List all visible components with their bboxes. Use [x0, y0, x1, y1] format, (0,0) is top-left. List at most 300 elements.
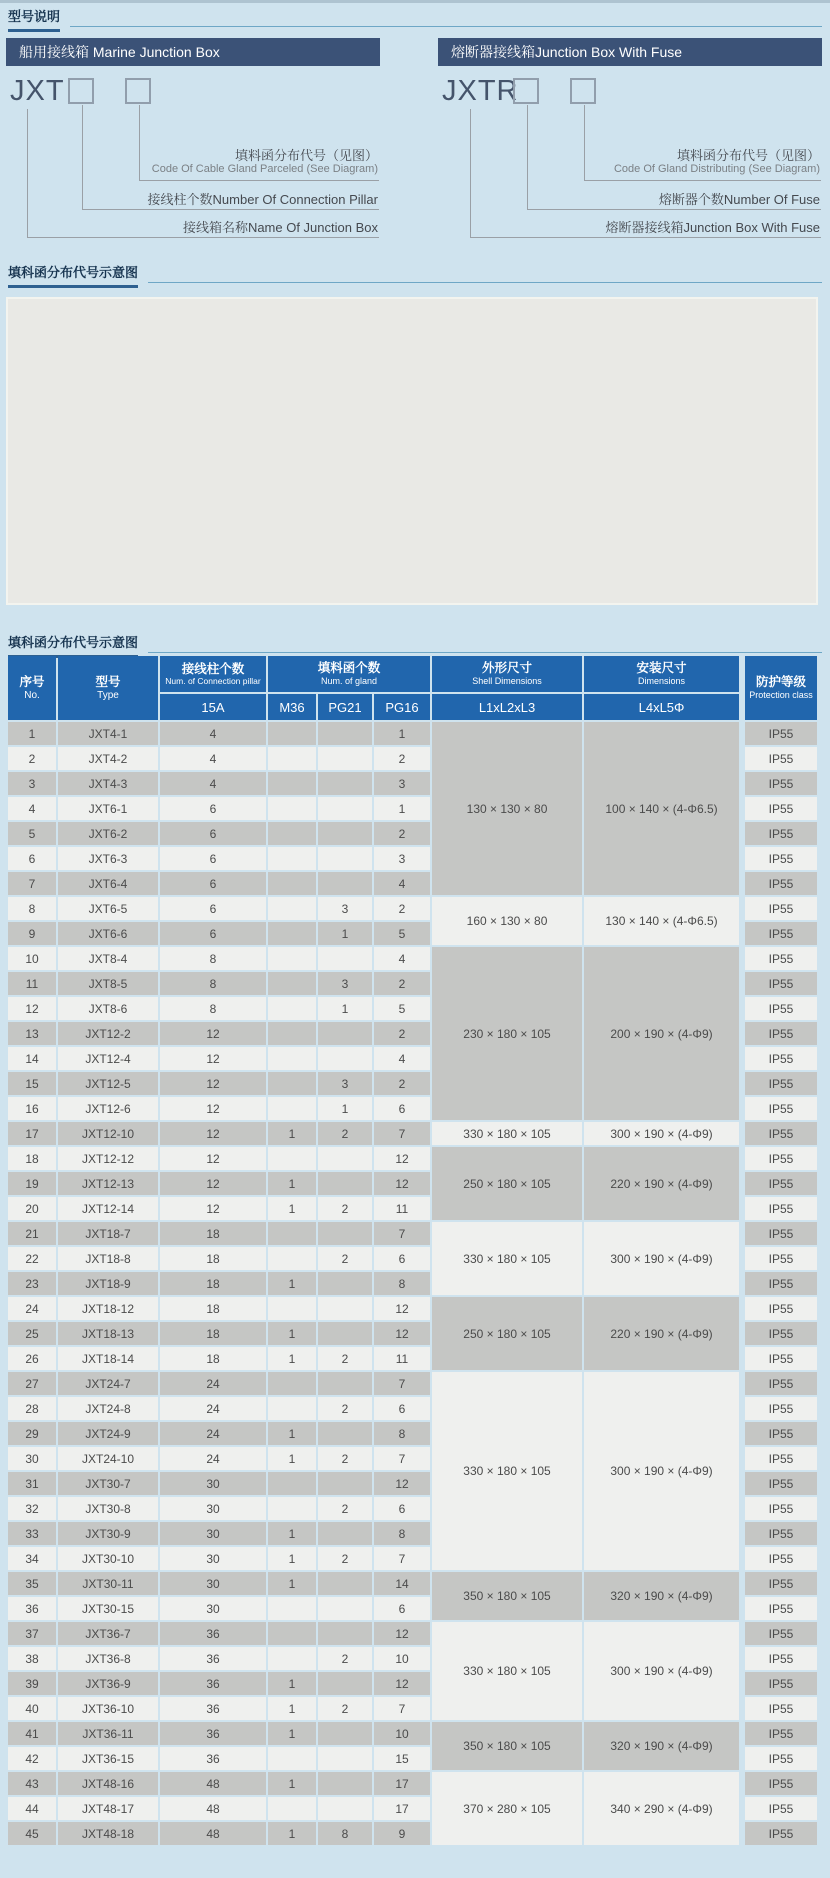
column-gap — [741, 897, 743, 920]
cell-15a: 8 — [160, 997, 266, 1020]
cell-15a: 12 — [160, 1097, 266, 1120]
cell-m36 — [268, 1647, 316, 1670]
cell-no: 18 — [8, 1147, 56, 1170]
cell-pg21 — [318, 1597, 372, 1620]
cell-m36 — [268, 1622, 316, 1645]
cell-m36 — [268, 1072, 316, 1095]
column-gap — [741, 1422, 743, 1445]
cell-protection: IP55 — [745, 1147, 817, 1170]
cell-m36 — [268, 1222, 316, 1245]
column-gap — [741, 1747, 743, 1770]
cell-pg16: 4 — [374, 872, 430, 895]
cell-15a: 30 — [160, 1497, 266, 1520]
col-header-pillar-en: Num. of Connection pillar — [165, 675, 261, 686]
cell-pg21: 3 — [318, 897, 372, 920]
cell-protection: IP55 — [745, 1322, 817, 1345]
cell-type: JXT30-11 — [58, 1572, 158, 1595]
cell-pg21 — [318, 1172, 372, 1195]
cell-pg21: 2 — [318, 1547, 372, 1570]
column-gap — [741, 656, 743, 720]
cell-pg16: 7 — [374, 1222, 430, 1245]
cell-m36 — [268, 997, 316, 1020]
cell-no: 15 — [8, 1072, 56, 1095]
cell-type: JXT36-10 — [58, 1697, 158, 1720]
cell-type: JXT6-5 — [58, 897, 158, 920]
cell-type: JXT12-12 — [58, 1147, 158, 1170]
cell-protection: IP55 — [745, 1072, 817, 1095]
cell-m36: 1 — [268, 1322, 316, 1345]
cell-mount-dimensions: 300 × 190 × (4-Φ9) — [584, 1372, 739, 1570]
cell-no: 17 — [8, 1122, 56, 1145]
column-gap — [741, 1097, 743, 1120]
cell-15a: 6 — [160, 797, 266, 820]
cell-m36 — [268, 722, 316, 745]
cell-type: JXT30-8 — [58, 1497, 158, 1520]
spec-table-wrap — [6, 654, 819, 1847]
col-header-gland — [268, 656, 430, 692]
cell-m36 — [268, 1797, 316, 1820]
column-gap — [741, 1397, 743, 1420]
column-gap — [741, 1122, 743, 1145]
cell-pg21 — [318, 1572, 372, 1595]
cell-m36 — [268, 1597, 316, 1620]
col-header-gland-zh: 填料函个数 — [317, 661, 381, 676]
cell-m36: 1 — [268, 1547, 316, 1570]
cell-no: 22 — [8, 1247, 56, 1270]
cell-mount-dimensions: 100 × 140 × (4-Φ6.5) — [584, 722, 739, 895]
cell-pg21: 2 — [318, 1197, 372, 1220]
cell-m36 — [268, 822, 316, 845]
cell-type: JXT12-6 — [58, 1097, 158, 1120]
cell-mount-dimensions: 200 × 190 × (4-Φ9) — [584, 947, 739, 1120]
cell-no: 5 — [8, 822, 56, 845]
col-header-protection-en: Protection class — [749, 690, 813, 701]
cell-m36 — [268, 1047, 316, 1070]
column-gap — [741, 1772, 743, 1795]
cell-protection: IP55 — [745, 1122, 817, 1145]
cell-15a: 18 — [160, 1272, 266, 1295]
cell-15a: 36 — [160, 1622, 266, 1645]
col-header-gland-en: Num. of gland — [320, 676, 378, 687]
cell-type: JXT8-5 — [58, 972, 158, 995]
cell-shell-dimensions: 130 × 130 × 80 — [432, 722, 582, 895]
cell-15a: 6 — [160, 872, 266, 895]
cell-protection: IP55 — [745, 1097, 817, 1120]
column-gap — [741, 1247, 743, 1270]
cell-type: JXT8-4 — [58, 947, 158, 970]
cell-protection: IP55 — [745, 947, 817, 970]
column-gap — [741, 1547, 743, 1570]
cell-protection: IP55 — [745, 897, 817, 920]
marine-banner: 船用接线箱 Marine Junction Box — [6, 38, 380, 66]
cell-pg21: 2 — [318, 1247, 372, 1270]
cell-type: JXT24-8 — [58, 1397, 158, 1420]
cell-15a: 4 — [160, 722, 266, 745]
cell-pg21 — [318, 847, 372, 870]
marine-junction-box-group — [6, 33, 380, 265]
cell-shell-dimensions: 330 × 180 × 105 — [432, 1622, 582, 1720]
cell-pg16: 4 — [374, 1047, 430, 1070]
cell-pg16: 12 — [374, 1622, 430, 1645]
cell-protection: IP55 — [745, 1222, 817, 1245]
cell-no: 1 — [8, 722, 56, 745]
cell-no: 13 — [8, 1022, 56, 1045]
column-gap — [741, 1622, 743, 1645]
cell-mount-dimensions: 300 × 190 × (4-Φ9) — [584, 1122, 739, 1145]
cell-15a: 8 — [160, 947, 266, 970]
cell-pg16: 11 — [374, 1347, 430, 1370]
cell-m36: 1 — [268, 1697, 316, 1720]
col-header-type-en: Type — [97, 689, 119, 701]
cell-protection: IP55 — [745, 1772, 817, 1795]
cell-type: JXT12-10 — [58, 1122, 158, 1145]
cell-m36: 1 — [268, 1672, 316, 1695]
cell-protection: IP55 — [745, 1297, 817, 1320]
cell-type: JXT30-15 — [58, 1597, 158, 1620]
cell-mount-dimensions: 220 × 190 × (4-Φ9) — [584, 1297, 739, 1370]
cell-pg16: 12 — [374, 1672, 430, 1695]
cell-no: 2 — [8, 747, 56, 770]
cell-pg16: 8 — [374, 1272, 430, 1295]
cell-m36: 1 — [268, 1522, 316, 1545]
cell-protection: IP55 — [745, 1022, 817, 1045]
cell-shell-dimensions: 370 × 280 × 105 — [432, 1772, 582, 1845]
cell-protection: IP55 — [745, 747, 817, 770]
cell-protection: IP55 — [745, 1472, 817, 1495]
column-gap — [741, 1172, 743, 1195]
cell-no: 44 — [8, 1797, 56, 1820]
table-row — [8, 1122, 817, 1145]
column-gap — [741, 1572, 743, 1595]
cell-no: 3 — [8, 772, 56, 795]
cell-pg16: 9 — [374, 1822, 430, 1845]
column-gap — [741, 1197, 743, 1220]
cell-m36 — [268, 947, 316, 970]
cell-no: 33 — [8, 1522, 56, 1545]
cell-protection: IP55 — [745, 1672, 817, 1695]
cell-pg16: 6 — [374, 1097, 430, 1120]
table-row — [8, 897, 817, 920]
cell-no: 36 — [8, 1597, 56, 1620]
cell-m36: 1 — [268, 1722, 316, 1745]
subcol-shell-dims: L1xL2xL3 — [432, 694, 582, 720]
cell-pg16: 6 — [374, 1397, 430, 1420]
cell-15a: 30 — [160, 1522, 266, 1545]
cell-15a: 24 — [160, 1372, 266, 1395]
cell-no: 21 — [8, 1222, 56, 1245]
cell-protection: IP55 — [745, 1697, 817, 1720]
cell-shell-dimensions: 330 × 180 × 105 — [432, 1372, 582, 1570]
cell-no: 4 — [8, 797, 56, 820]
cell-shell-dimensions: 330 × 180 × 105 — [432, 1222, 582, 1295]
cell-no: 7 — [8, 872, 56, 895]
cell-protection: IP55 — [745, 1597, 817, 1620]
cell-type: JXT6-4 — [58, 872, 158, 895]
cell-type: JXT48-18 — [58, 1822, 158, 1845]
cell-pg16: 4 — [374, 947, 430, 970]
code-box-1 — [513, 78, 539, 104]
col-header-no — [8, 656, 56, 720]
subcol-m36: M36 — [268, 694, 316, 720]
fuse-box-name-label: 熔断器接线箱Junction Box With Fuse — [605, 220, 820, 235]
col-header-pillar-zh: 接线柱个数 — [181, 661, 245, 676]
cell-type: JXT36-7 — [58, 1622, 158, 1645]
cell-pg16: 1 — [374, 722, 430, 745]
fuse-count-label: 熔断器个数Number Of Fuse — [658, 192, 820, 207]
cell-no: 34 — [8, 1547, 56, 1570]
cell-no: 39 — [8, 1672, 56, 1695]
column-gap — [741, 1297, 743, 1320]
gland-code-label-zh: 填料函分布代号（见图） — [234, 148, 378, 163]
cell-15a: 6 — [160, 847, 266, 870]
cell-15a: 4 — [160, 747, 266, 770]
table-row — [8, 1297, 817, 1320]
cell-15a: 48 — [160, 1797, 266, 1820]
cell-pg21: 1 — [318, 997, 372, 1020]
cell-type: JXT24-9 — [58, 1422, 158, 1445]
gland-code-label-zh: 填料函分布代号（见图） — [676, 148, 820, 163]
cell-m36: 1 — [268, 1772, 316, 1795]
cell-mount-dimensions: 320 × 190 × (4-Φ9) — [584, 1572, 739, 1620]
cell-pg16: 5 — [374, 997, 430, 1020]
column-gap — [741, 872, 743, 895]
cell-15a: 8 — [160, 972, 266, 995]
top-strip — [0, 0, 830, 3]
cell-protection: IP55 — [745, 1197, 817, 1220]
cell-type: JXT30-7 — [58, 1472, 158, 1495]
cell-pg21: 2 — [318, 1447, 372, 1470]
cell-no: 11 — [8, 972, 56, 995]
cell-pg21 — [318, 1747, 372, 1770]
cell-15a: 36 — [160, 1647, 266, 1670]
cell-type: JXT36-11 — [58, 1722, 158, 1745]
table-row — [8, 1572, 817, 1595]
cell-protection: IP55 — [745, 1397, 817, 1420]
cell-pg16: 2 — [374, 822, 430, 845]
cell-pg16: 1 — [374, 797, 430, 820]
cell-pg21 — [318, 1147, 372, 1170]
cell-pg16: 7 — [374, 1122, 430, 1145]
cell-no: 37 — [8, 1622, 56, 1645]
col-header-type — [58, 656, 158, 720]
cell-no: 45 — [8, 1822, 56, 1845]
cell-pg21 — [318, 797, 372, 820]
column-gap — [741, 947, 743, 970]
col-header-pillar — [160, 656, 266, 692]
cell-protection: IP55 — [745, 1047, 817, 1070]
cell-m36: 1 — [268, 1347, 316, 1370]
column-gap — [741, 1072, 743, 1095]
cell-shell-dimensions: 250 × 180 × 105 — [432, 1297, 582, 1370]
cell-no: 19 — [8, 1172, 56, 1195]
cell-no: 9 — [8, 922, 56, 945]
model-code-jxt: JXT — [10, 75, 65, 107]
cell-pg21: 2 — [318, 1647, 372, 1670]
cell-no: 29 — [8, 1422, 56, 1445]
cell-pg21: 3 — [318, 1072, 372, 1095]
gland-layout-panel — [6, 297, 818, 605]
cell-no: 42 — [8, 1747, 56, 1770]
cell-pg16: 12 — [374, 1172, 430, 1195]
cell-pg21: 1 — [318, 1097, 372, 1120]
subcol-mount-dims: L4xL5Φ — [584, 694, 739, 720]
cell-protection: IP55 — [745, 922, 817, 945]
cell-15a: 30 — [160, 1572, 266, 1595]
cell-type: JXT24-10 — [58, 1447, 158, 1470]
cell-pg21 — [318, 1297, 372, 1320]
heading-rule — [70, 26, 822, 27]
cell-pg21: 3 — [318, 972, 372, 995]
cell-m36 — [268, 1497, 316, 1520]
cell-shell-dimensions: 230 × 180 × 105 — [432, 947, 582, 1120]
gland-code-label-en: Code Of Gland Distributing (See Diagram) — [613, 163, 820, 175]
cell-m36: 1 — [268, 1422, 316, 1445]
cell-pg21: 2 — [318, 1347, 372, 1370]
cell-pg16: 2 — [374, 972, 430, 995]
column-gap — [741, 747, 743, 770]
cell-shell-dimensions: 330 × 180 × 105 — [432, 1122, 582, 1145]
cell-pg16: 10 — [374, 1722, 430, 1745]
cell-protection: IP55 — [745, 872, 817, 895]
cell-type: JXT30-9 — [58, 1522, 158, 1545]
cell-m36 — [268, 1147, 316, 1170]
cell-protection: IP55 — [745, 1822, 817, 1845]
cell-15a: 12 — [160, 1122, 266, 1145]
cell-15a: 6 — [160, 822, 266, 845]
cell-no: 8 — [8, 897, 56, 920]
cell-type: JXT4-3 — [58, 772, 158, 795]
cell-pg16: 6 — [374, 1247, 430, 1270]
col-header-mount-en: Dimensions — [638, 676, 686, 687]
cell-pg16: 8 — [374, 1422, 430, 1445]
cell-m36 — [268, 1397, 316, 1420]
subcol-15a: 15A — [160, 694, 266, 720]
cell-15a: 12 — [160, 1147, 266, 1170]
cell-m36: 1 — [268, 1272, 316, 1295]
cell-pg21 — [318, 772, 372, 795]
cell-no: 41 — [8, 1722, 56, 1745]
column-gap — [741, 722, 743, 745]
cell-type: JXT6-3 — [58, 847, 158, 870]
cell-15a: 48 — [160, 1822, 266, 1845]
model-code-diagrams — [6, 33, 822, 265]
column-gap — [741, 1672, 743, 1695]
cell-mount-dimensions: 320 × 190 × (4-Φ9) — [584, 1722, 739, 1770]
cell-no: 12 — [8, 997, 56, 1020]
column-gap — [741, 1372, 743, 1395]
cell-pg16: 11 — [374, 1197, 430, 1220]
cell-m36 — [268, 1372, 316, 1395]
column-gap — [741, 1522, 743, 1545]
cell-15a: 24 — [160, 1422, 266, 1445]
cell-pg21 — [318, 947, 372, 970]
cell-m36 — [268, 772, 316, 795]
cell-protection: IP55 — [745, 847, 817, 870]
cell-pg16: 12 — [374, 1147, 430, 1170]
cell-type: JXT48-17 — [58, 1797, 158, 1820]
cell-no: 35 — [8, 1572, 56, 1595]
cell-m36 — [268, 922, 316, 945]
cell-pg21 — [318, 722, 372, 745]
cell-pg16: 7 — [374, 1447, 430, 1470]
cell-no: 10 — [8, 947, 56, 970]
cell-pg21 — [318, 1622, 372, 1645]
column-gap — [741, 1147, 743, 1170]
table-row — [8, 1147, 817, 1170]
cell-pg16: 2 — [374, 1022, 430, 1045]
cell-pg21 — [318, 1272, 372, 1295]
cell-no: 38 — [8, 1647, 56, 1670]
section-title: 填科函分布代号示意图 — [8, 632, 138, 658]
code-box-1 — [68, 78, 94, 104]
cell-15a: 12 — [160, 1047, 266, 1070]
column-gap — [741, 1497, 743, 1520]
cell-pg21 — [318, 1522, 372, 1545]
pillar-count-label: 接线柱个数Number Of Connection Pillar — [147, 192, 378, 207]
model-code-jxtr: JXTR — [442, 75, 519, 107]
cell-protection: IP55 — [745, 1572, 817, 1595]
cell-pg21 — [318, 1422, 372, 1445]
cell-pg21 — [318, 872, 372, 895]
cell-15a: 30 — [160, 1597, 266, 1620]
column-gap — [741, 1472, 743, 1495]
cell-type: JXT24-7 — [58, 1372, 158, 1395]
cell-m36 — [268, 897, 316, 920]
cell-pg16: 5 — [374, 922, 430, 945]
cell-no: 30 — [8, 1447, 56, 1470]
col-header-mount — [584, 656, 739, 692]
cell-pg21: 1 — [318, 922, 372, 945]
cell-m36 — [268, 972, 316, 995]
table-row — [8, 1722, 817, 1745]
cell-type: JXT48-16 — [58, 1772, 158, 1795]
column-gap — [741, 1222, 743, 1245]
cell-m36: 1 — [268, 1172, 316, 1195]
cell-15a: 18 — [160, 1322, 266, 1345]
cell-type: JXT12-2 — [58, 1022, 158, 1045]
cell-mount-dimensions: 220 × 190 × (4-Φ9) — [584, 1147, 739, 1220]
heading-rule — [148, 282, 822, 283]
table-row — [8, 1622, 817, 1645]
column-gap — [741, 847, 743, 870]
spec-table — [6, 654, 819, 1847]
cell-no: 26 — [8, 1347, 56, 1370]
column-gap — [741, 1597, 743, 1620]
cell-15a: 36 — [160, 1747, 266, 1770]
cell-m36 — [268, 747, 316, 770]
cell-15a: 12 — [160, 1197, 266, 1220]
cell-type: JXT18-9 — [58, 1272, 158, 1295]
cell-mount-dimensions: 300 × 190 × (4-Φ9) — [584, 1622, 739, 1720]
cell-type: JXT8-6 — [58, 997, 158, 1020]
code-box-2 — [570, 78, 596, 104]
cell-pg16: 8 — [374, 1522, 430, 1545]
column-gap — [741, 1447, 743, 1470]
cell-m36 — [268, 847, 316, 870]
cell-no: 6 — [8, 847, 56, 870]
cell-protection: IP55 — [745, 1272, 817, 1295]
cell-type: JXT36-15 — [58, 1747, 158, 1770]
column-gap — [741, 1347, 743, 1370]
column-gap — [741, 1272, 743, 1295]
column-gap — [741, 1697, 743, 1720]
box-name-label: 接线箱名称Name Of Junction Box — [182, 220, 378, 235]
column-gap — [741, 922, 743, 945]
cell-protection: IP55 — [745, 1797, 817, 1820]
cell-protection: IP55 — [745, 1547, 817, 1570]
cell-protection: IP55 — [745, 822, 817, 845]
cell-pg16: 2 — [374, 897, 430, 920]
